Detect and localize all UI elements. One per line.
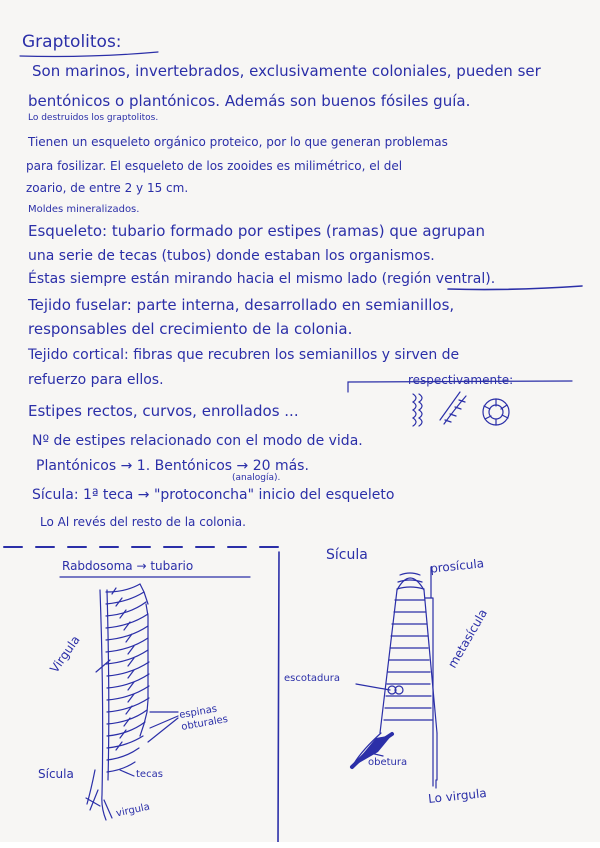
spiral-stipe-icon — [483, 399, 509, 425]
metasicula-label: metasícula — [445, 606, 491, 671]
obetura-label: obetura — [368, 757, 408, 768]
note-line: Tienen un esqueleto orgánico proteico, por lo que generan problemas — [28, 135, 448, 149]
page-title: Graptolitos: — [22, 32, 122, 52]
straight-stipe-icon — [413, 394, 422, 426]
note-line: Nº de estipes relacionado con el modo de vida. — [32, 433, 363, 449]
note-line: Tejido fuselar: parte interna, desarrollado en semianillos, — [28, 296, 455, 314]
note-line: Estipes rectos, curvos, enrollados ... — [28, 402, 299, 420]
respectivamente-label: respectivamente: — [408, 373, 514, 387]
rhabdosome-drawing — [86, 584, 178, 820]
note-line: Sícula: 1ª teca → "protoconcha" inicio del esqueleto — [32, 487, 395, 503]
note-line: zoario, de entre 2 y 15 cm. — [26, 181, 189, 195]
note-line: Moldes mineralizados. — [28, 204, 140, 215]
virgula-label: Virgula — [47, 633, 83, 676]
note-line: Lo destruidos los graptolitos. — [28, 113, 159, 123]
escotadura-label: escotadura — [284, 673, 340, 684]
note-line: Son marinos, invertebrados, exclusivamente coloniales, pueden ser — [32, 62, 541, 80]
analogia-label: (analogía). — [232, 473, 281, 483]
sicula-title: Sícula — [326, 547, 368, 563]
note-line: Tejido cortical: fibras que recubren los semianillos y sirven de — [28, 347, 460, 363]
vertical-divider — [278, 552, 279, 843]
note-line: para fosilizar. El esqueleto de los zooides es milimétrico, el del — [26, 159, 403, 173]
rhabdosome-title: Rabdosoma → tubario — [62, 559, 194, 573]
note-line: una serie de tecas (tubos) donde estaban los organismos. — [28, 248, 435, 264]
note-line: Lo Al revés del resto de la colonia. — [40, 515, 246, 529]
note-line: Plantónicos → 1. Bentónicos → 20 más. — [36, 458, 309, 474]
virgula-bottom-label: virgula — [115, 801, 151, 820]
page-bottom-edge — [0, 842, 600, 848]
note-line: responsables del crecimiento de la colonia. — [28, 320, 353, 338]
tecas-label: tecas — [136, 769, 163, 780]
note-line: Éstas siempre están mirando hacia el mismo lado (región ventral). — [28, 271, 496, 287]
virgula-sicula-label: Lo virgula — [427, 785, 488, 807]
title-underline — [20, 52, 158, 57]
note-line: bentónicos o plantónicos. Además son buenos fósiles guía. — [28, 92, 471, 110]
sicula-label: Sícula — [38, 767, 74, 781]
prosicula-label: prosícula — [429, 556, 485, 576]
note-line: Esqueleto: tubario formado por estipes (ramas) que agrupan — [28, 222, 485, 240]
espinas-label: espinas obturales — [178, 703, 229, 733]
note-line: refuerzo para ellos. — [28, 372, 164, 388]
curved-stipe-icon — [440, 392, 466, 424]
